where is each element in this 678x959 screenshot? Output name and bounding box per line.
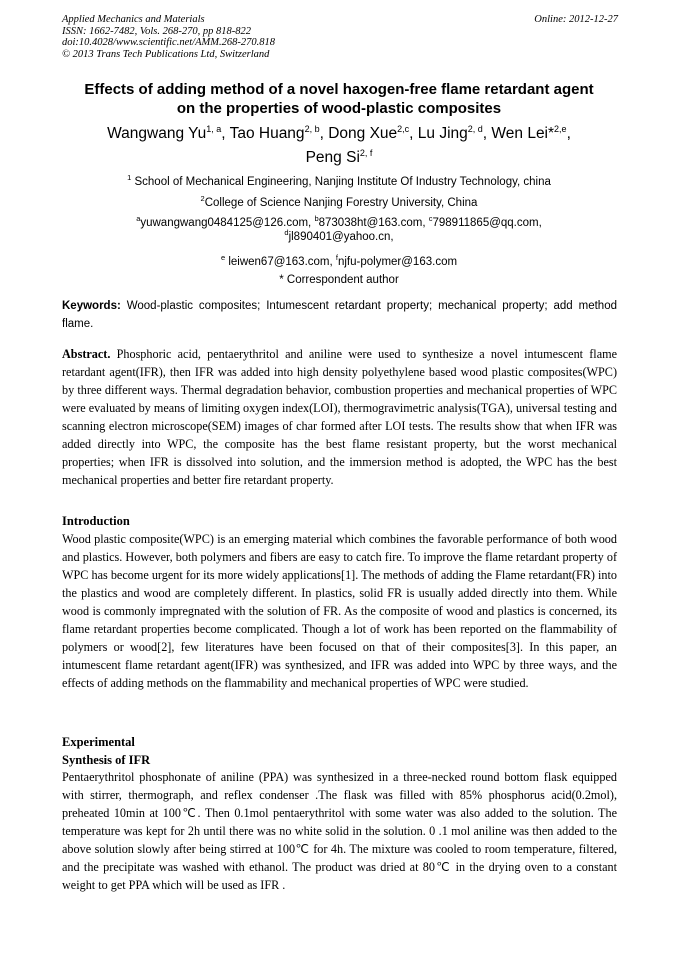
journal-header	[62, 14, 618, 60]
correspondent-note: * Correspondent author	[279, 274, 399, 286]
introduction-heading: Introduction	[62, 514, 130, 528]
title-line-1: Effects of adding method of a novel haxogen-free flame retardant agent	[84, 81, 594, 98]
affiliation-2: $^2$College of Science Nanjing Forestry University, China	[200, 194, 478, 209]
synthesis-subheading: Synthesis of IFR	[62, 753, 151, 767]
experimental-text: Pentaerythritol phosphonate of aniline (PPA) was synthesized in a three-necked round bottom flask equipped with stirrer, thermograph, and reflex condenser .The flask was filled with 85% phosphorus acid(0.2mol), preheated 10min at 100℃. Then 0.1mol pentaerythritol with some water was also added to the solution. The temperature was kept for 2h until there was no white solid in the solution. 0 .1 mol aniline was then added to the above solution slowly after being stirred at 100℃ for 4h. The mixture was cooled to room temperature, filtered, and the precipitate was washed with ethanol. The product was dried at 80℃ in the drying oven to a constant weight to get PPA which will be used as IFR .	[62, 770, 617, 892]
email-link[interactable]: 873038ht@163.com,	[318, 217, 429, 229]
abstract: Abstract. Phosphoric acid, pentaerythritol and aniline were used to synthesize a novel intumescent flame retardant agent(IFR), then IFR was added into high density polyethylene based wood plastic composites(WPC) by three different ways. Thermal degradation behavior, combustion properties and mechanical properties of WPC were evaluated by means of limiting oxygen index(LOI), thermogravimetric analysis(TGA), universal testing and scanning electron microscope(SEM) images of char formed after LOI tests. The results show that when IFR was added directly into WPC, the composite has the best flame resistant property, but the worst mechanical properties; when IFR is dissolved into solution, and the immersion method is adopted, the WPC has the best mechanical properties and better fire retardant property.	[62, 347, 617, 487]
email-list-2: $^e$ leiwen67@163.com, $^f$njfu-polymer@163.com	[220, 253, 458, 268]
journal-name: Applied Mechanics and Materials	[62, 14, 205, 25]
journal-issn: ISSN: 1662-7482, Vols. 268-270, pp 818-822	[62, 25, 251, 37]
author: Tao Huang$^{2, b}$,	[229, 123, 329, 142]
author: Lu Jing$^{2, d}$,	[417, 123, 492, 142]
journal-copyright: © 2013 Trans Tech Publications Ltd, Switzerland	[62, 48, 270, 60]
affiliation-1: $^1$ School of Mechanical Engineering, Nanjing Institute Of Industry Technology, china	[127, 173, 551, 188]
author-list	[40, 122, 638, 170]
author: Wangwang Yu$^{1, a}$,	[107, 123, 230, 142]
title-line-2: on the properties of wood-plastic composites	[176, 100, 502, 117]
online-date: Online: 2012-12-27	[534, 14, 618, 25]
author: Peng Si$^{2, f}$	[305, 147, 373, 166]
email-link[interactable]: jl890401@yahoo.cn,	[288, 231, 394, 243]
experimental-heading: Experimental	[62, 735, 135, 749]
keywords: Keywords: Wood-plastic composites; Intumescent retardant property; mechanical property; add method flame.	[62, 300, 617, 330]
email-link[interactable]: njfu-polymer@163.com	[337, 256, 458, 268]
email-link[interactable]: yuwangwang0484125@126.com,	[140, 217, 315, 229]
introduction-text: Wood plastic composite(WPC) is an emerging material which combines the favorable performance of both wood and plastics. However, both polymers and fibers are easy to catch fire. To improve the flame retardant property of WPC has become urgent for its more widely applications[1]. The methods of adding the Flame retardant(FR) into the plastics and wood are completely different. In plastics, solid FR is usually added directly into them. While wood is commonly impregnated with the solution of FR. As the composite of wood and plastics is concerned, its flame retardant properties become complicated. Though a lot of work has been reported on the flammability of polymers or wood[2], few literatures have been focused on that of their composites[3]. In this paper, an intumescent flame retardant agent(IFR) was synthesized, and IFR was added into WPC by three ways, and the effects of adding methods on the flammability and mechanical properties of WPC were studied.	[62, 532, 617, 690]
email-link[interactable]: 798911865@qq.com,	[432, 217, 542, 229]
email-list: $^a$yuwangwang0484125@126.com, $^b$873038ht@163.com, $^c$798911865@qq.com, $^d$jl890401@yahoo.cn,	[136, 214, 542, 243]
author: Wen Lei*$^{2,e}$,	[491, 123, 571, 142]
paper-title	[40, 80, 638, 118]
author: Dong Xue$^{2,c}$,	[328, 123, 418, 142]
journal-doi: doi:10.4028/www.scientific.net/AMM.268-270.818	[62, 37, 275, 48]
email-link[interactable]: leiwen67@163.com,	[225, 256, 336, 268]
